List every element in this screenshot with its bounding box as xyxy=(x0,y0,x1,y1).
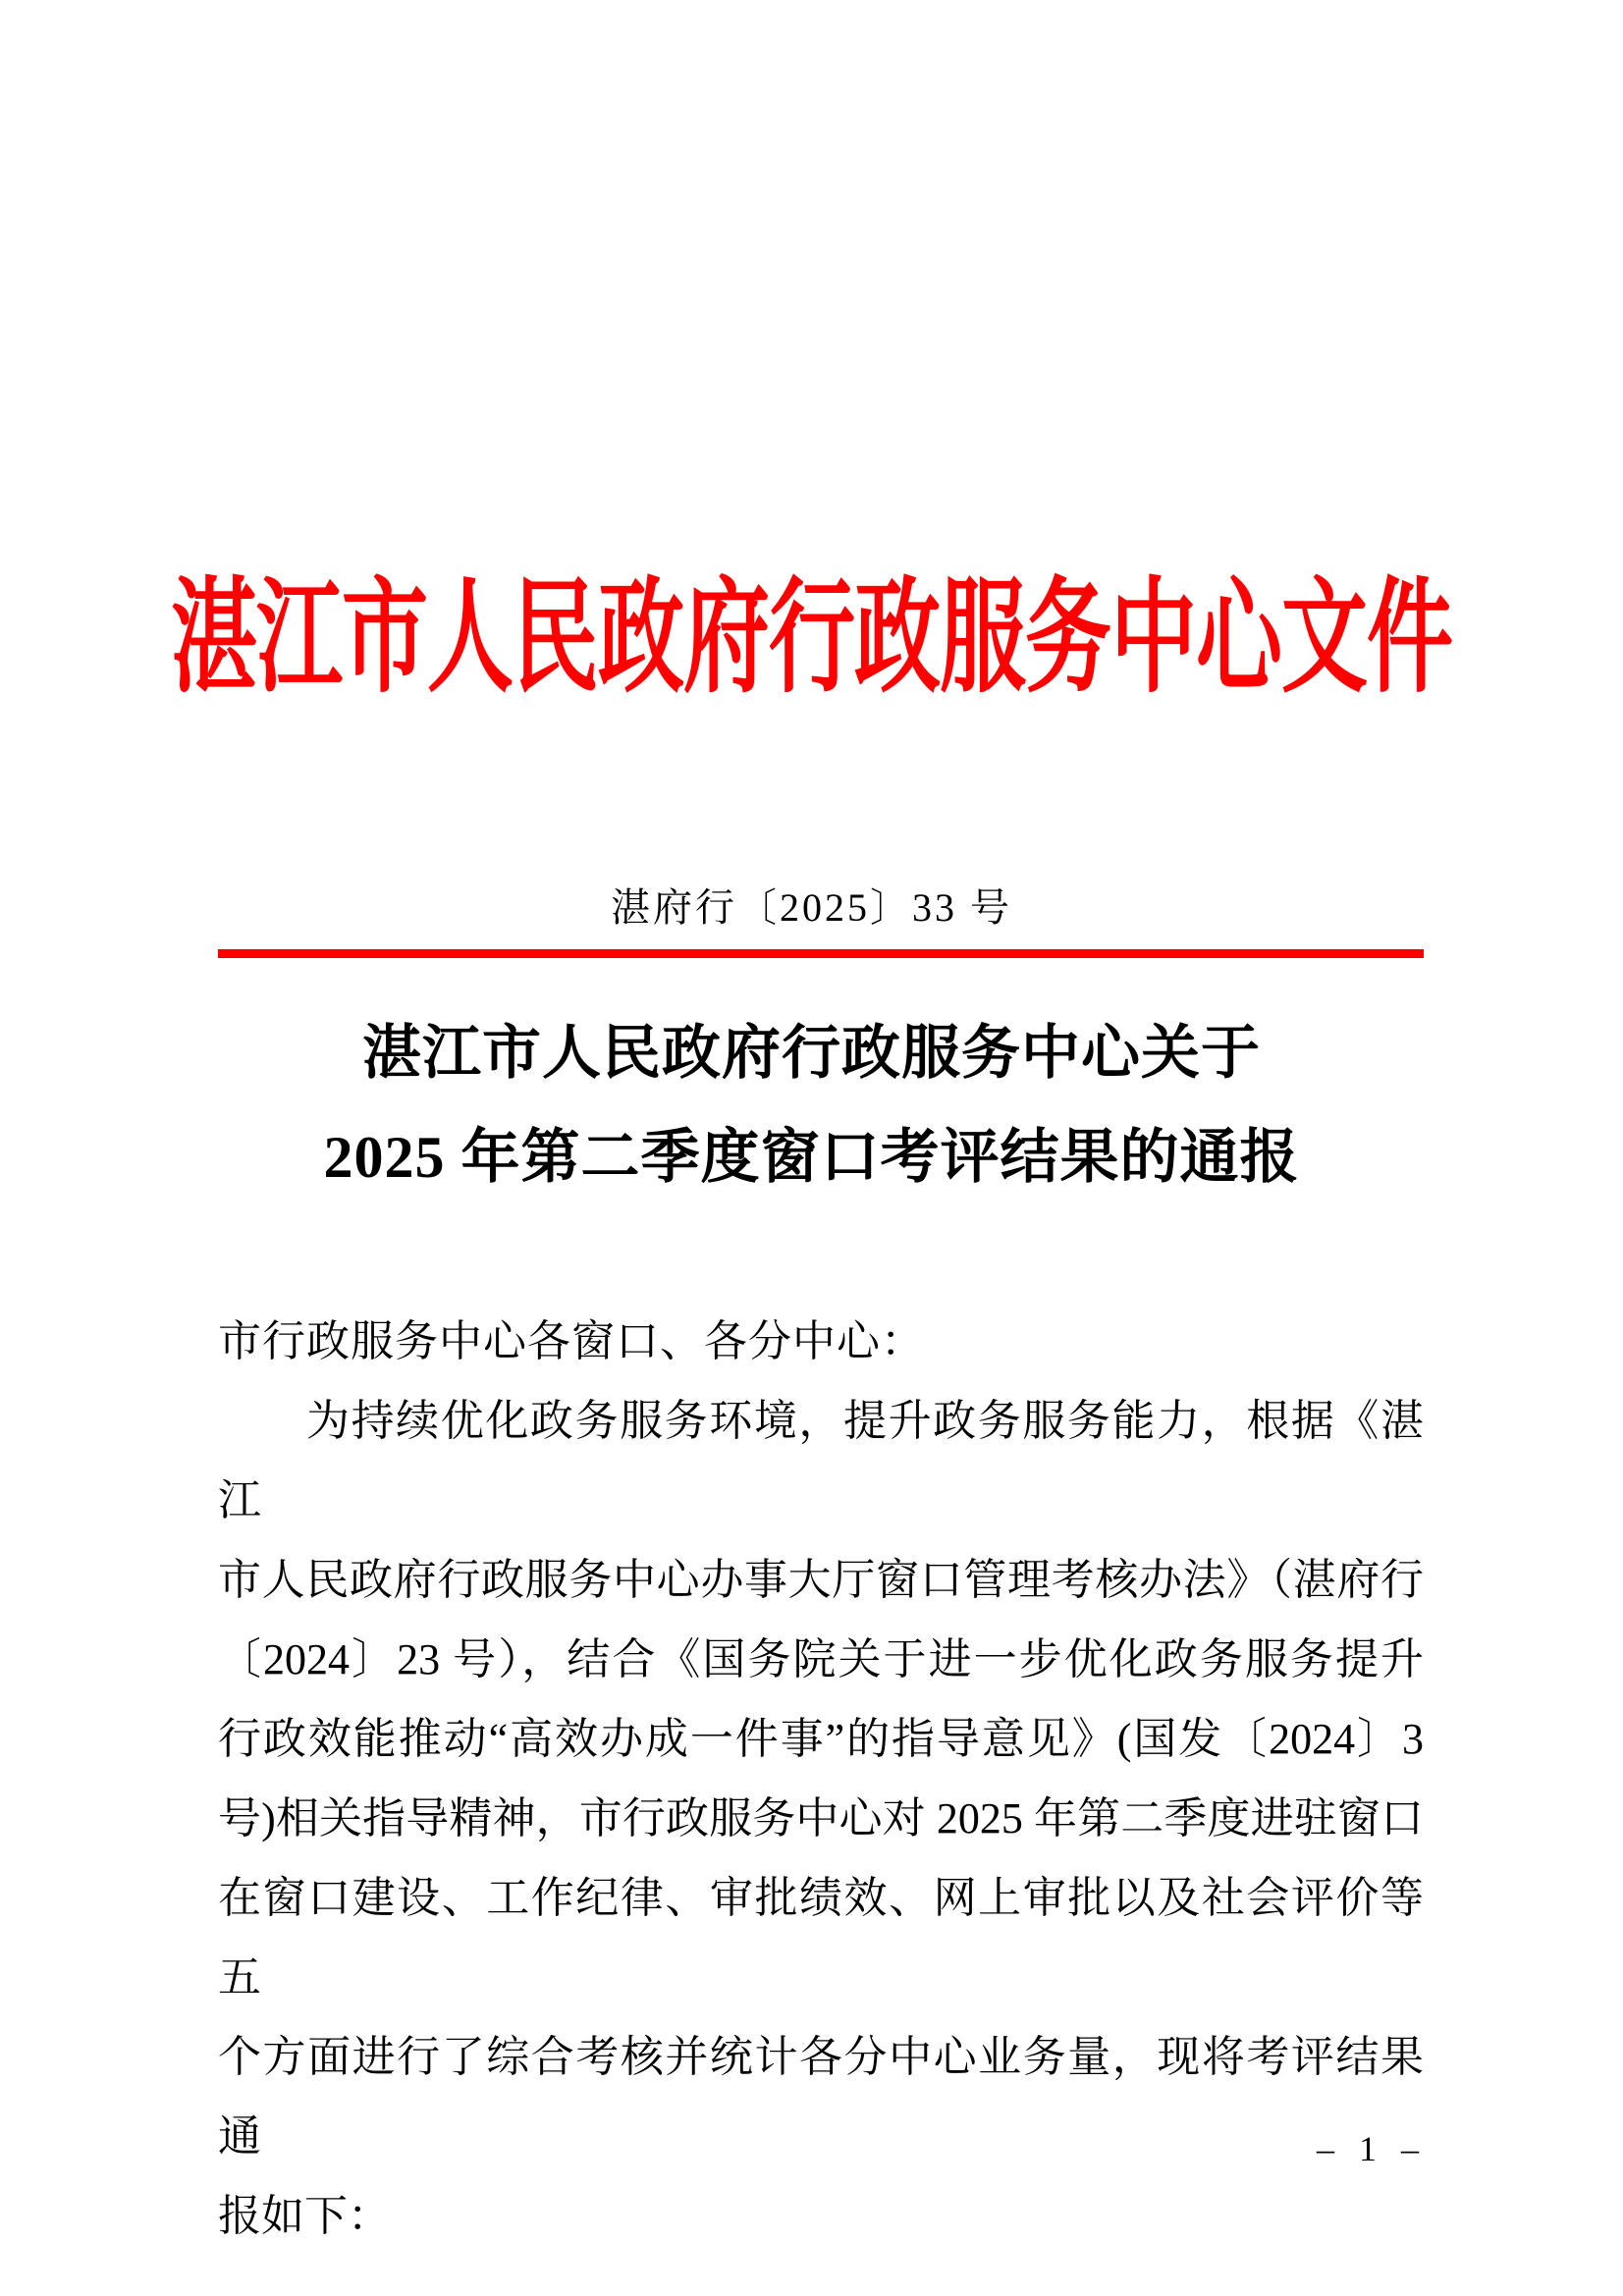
salutation-line: 市行政服务中心各窗口、各分中心： xyxy=(218,1317,925,1365)
document-title-line2: 2025 年第二季度窗口考评结果的通报 xyxy=(323,1125,1300,1190)
page-number: – 1 – xyxy=(1317,2129,1427,2168)
document-body xyxy=(218,1302,1424,2256)
masthead-title: 湛江市人民政府行政服务中心文件 xyxy=(170,571,1452,709)
body-line: 市人民政府行政服务中心办事大厅窗口管理考核办法》（湛府行 xyxy=(218,1556,1424,1604)
body-line: 在窗口建设、工作纪律、审批绩效、网上审批以及社会评价等五 xyxy=(218,1874,1424,2002)
document-title xyxy=(0,1001,1623,1209)
body-line: 个方面进行了综合考核并统计各分中心业务量，现将考评结果通 xyxy=(218,2033,1424,2161)
body-line: 〔2024〕23 号），结合《国务院关于进一步优化政务服务提升 xyxy=(218,1635,1424,1683)
red-divider-rule xyxy=(218,949,1424,958)
body-line: 为持续优化政务服务环境，提升政务服务能力，根据《湛江 xyxy=(218,1397,1424,1524)
document-title-line1: 湛江市人民政府行政服务中心关于 xyxy=(362,1021,1261,1086)
masthead xyxy=(0,539,1623,709)
body-line: 报如下： xyxy=(218,2192,391,2240)
body-line: 行政效能推动“高效办成一件事”的指导意见》(国发〔2024〕3 xyxy=(218,1715,1424,1763)
body-line: 号)相关指导精神，市行政服务中心对 2025 年第二季度进驻窗口 xyxy=(218,1794,1424,1842)
document-number: 湛府行〔2025〕33 号 xyxy=(611,885,1012,930)
